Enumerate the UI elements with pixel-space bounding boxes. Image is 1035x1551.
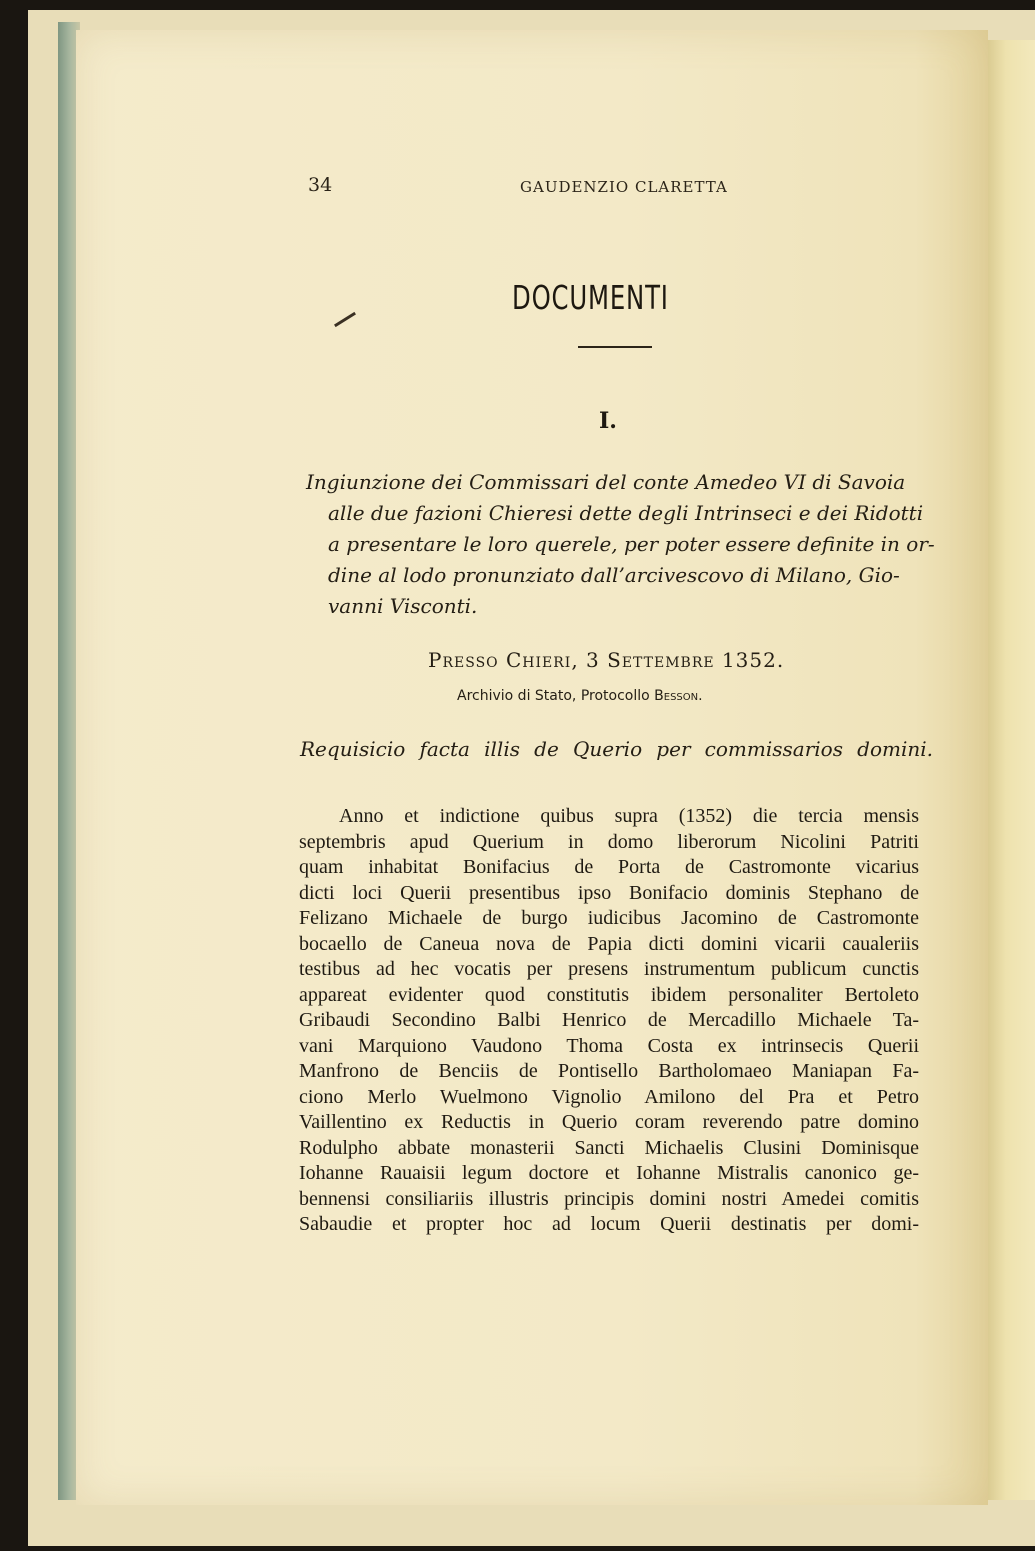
body-line: Rodulpho abbate monasterii Sancti Michaelis Clusini Dominisque	[299, 1136, 919, 1159]
title-rule	[578, 346, 652, 348]
body-line: testibus ad hec vocatis per presens instrumentum publicum cunctis	[299, 958, 919, 980]
heading-line: dine al lodo pronunziato dall’arcivescovo di Milano, Gio-	[328, 563, 900, 587]
body-line: ciono Merlo Wuelmono Vignolio Amilono del Pra et Petro	[299, 1085, 919, 1108]
adjacent-page-edge	[985, 40, 1035, 1500]
heading-line: alle due fazioni Chieresi dette degli Intrinseci e dei Ridotti	[328, 501, 924, 525]
archive-reference	[457, 688, 703, 704]
body-line: Anno et indictione quibus supra (1352) die tercia mensis	[339, 805, 919, 827]
body-line: Manfrono de Benciis de Pontisello Bartholomaeo Maniapan Fa-	[299, 1060, 919, 1082]
body-line: Gribaudi Secondino Balbi Henrico de Mercadillo Michaele Ta-	[299, 1009, 919, 1031]
archive-name: Besson.	[654, 688, 703, 704]
document-body	[299, 804, 919, 1238]
body-line: Iohanne Rauaisii legum doctore et Iohanne Mistralis canonico ge-	[299, 1162, 919, 1184]
page-number: 34	[308, 174, 333, 196]
body-line: vani Marquiono Vaudono Thoma Costa ex intrinsecis Querii	[299, 1034, 919, 1057]
document-numeral: I.	[599, 408, 617, 434]
document-rubric: Requisicio facta illis de Querio per commissarios domini.	[300, 737, 933, 761]
body-line: septembris apud Querium in domo liberorum Nicolini Patriti	[299, 830, 919, 853]
heading-line: a presentare le loro querele, per poter essere definite in or-	[328, 532, 935, 556]
heading-line: Ingiunzione dei Commissari del conte Amedeo VI di Savoia	[306, 470, 906, 494]
archive-prefix: Archivio di Stato, Protocollo	[457, 688, 650, 704]
document-heading	[306, 467, 934, 622]
body-line: bennensi consiliariis illustris principis domini nostri Amedei comitis	[299, 1187, 919, 1210]
body-line: Vaillentino ex Reductis in Querio coram reverendo patre domino	[299, 1111, 919, 1133]
running-head: GAUDENZIO CLARETTA	[520, 178, 728, 196]
body-line: Sabaudie et propter hoc ad locum Querii destinatis per domi-	[299, 1213, 919, 1235]
body-line: bocaello de Caneua nova de Papia dicti domini vicarii caualeriis	[299, 932, 919, 955]
body-line: appareat evidenter quod constitutis ibidem personaliter Bertoleto	[299, 983, 919, 1006]
book-page	[76, 30, 988, 1505]
section-title: DOCUMENTI	[512, 278, 669, 317]
body-line: dicti loci Querii presentibus ipso Bonifacio dominis Stephano de	[299, 881, 919, 904]
place-and-date: Presso Chieri, 3 Settembre 1352.	[428, 648, 785, 672]
body-line: Felizano Michaele de burgo iudicibus Jacomino de Castromonte	[299, 907, 919, 929]
heading-line: vanni Visconti.	[328, 594, 478, 618]
body-line: quam inhabitat Bonifacius de Porta de Castromonte vicarius	[299, 856, 919, 878]
